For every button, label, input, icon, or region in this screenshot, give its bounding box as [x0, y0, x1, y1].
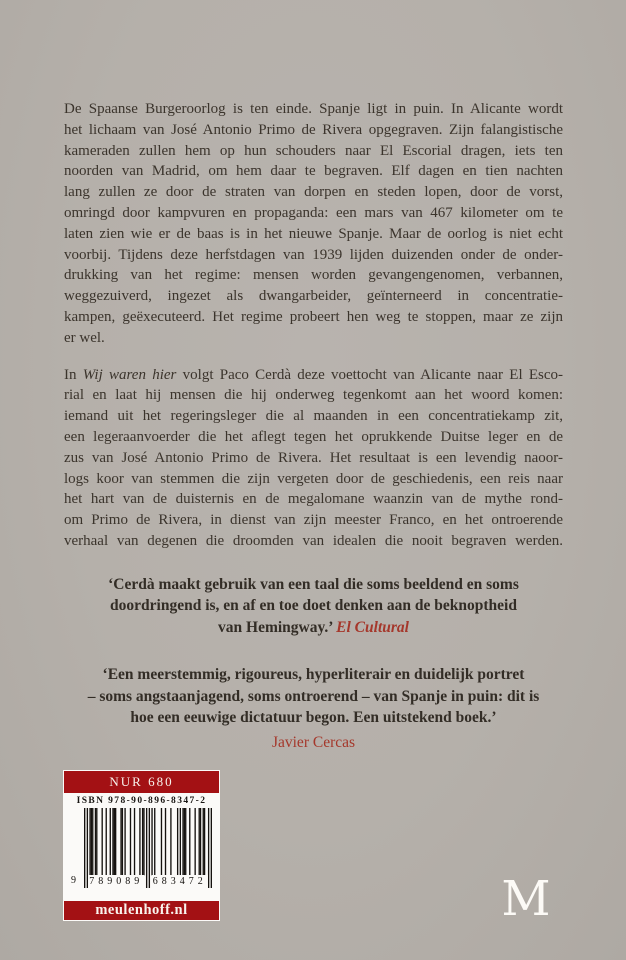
nur-code-bar: NUR 680: [64, 771, 219, 793]
line-text: In: [64, 366, 83, 383]
barcode-digit-left: 9: [71, 875, 76, 886]
back-cover-text: [64, 99, 563, 753]
line-text: volgt Paco Cerdà deze voettocht van Alicante naar El Esco-: [176, 366, 564, 383]
blurb-line: om Primo de Rivera, in dienst van zijn meester Franco, en het ontroerende: [64, 512, 563, 529]
quote-source-el-cultural: El Cultural: [336, 618, 409, 636]
book-title-italic: Wij waren hier: [82, 366, 177, 383]
barcode-digit-group-2: 683472: [152, 876, 207, 887]
barcode-bars: [84, 808, 212, 888]
press-quote-el-cultural: [64, 574, 563, 639]
blurb-line: zus van José Antonio Primo de Rivera. Het resultaat is een levendig naoor-: [64, 449, 563, 466]
blurb-line: er wel.: [64, 329, 105, 346]
quote-line: [64, 617, 563, 639]
blurb-line: laten zien wie er de baas is in het nieuwe Spanje. Maar de oorlog is niet echt: [64, 225, 563, 242]
ean-barcode: [71, 808, 212, 888]
quote-source-javier-cercas: Javier Cercas: [271, 733, 356, 751]
blurb-line: het hart van de duisternis en de megalomane waanzin van de mythe rond-: [64, 491, 563, 508]
quote-line: ‘Cerdà maakt gebruik van een taal die soms beeldend en soms: [108, 575, 519, 593]
isbn-number: ISBN 978-90-896-8347-2: [76, 796, 207, 806]
blurb-line: De Spaanse Burgeroorlog is ten einde. Spanje ligt in puin. In Alicante wordt: [64, 101, 563, 117]
blurb-paragraph-1: [64, 99, 563, 349]
blurb-line: een legeraanvoerder die het aflegt tegen het oprukkende Duitse leger en de: [64, 428, 563, 445]
meulenhoff-m-logo: M: [501, 871, 551, 927]
blurb-line: rial en laat hij mensen die hij onderweg tegenkomt aan het woord komen:: [64, 387, 563, 404]
blurb-line: verhaal van degenen die droomden van idealen die nooit begraven werden.: [64, 532, 563, 549]
blurb-line: drukking van het regime: mensen worden gevangengenomen, verbannen,: [64, 267, 563, 284]
quote-line-text: van Hemingway.’: [218, 618, 337, 636]
blurb-line: lang zullen ze door de straten van dorpen en steden lopen, door de vorst,: [64, 184, 563, 201]
barcode-block: [63, 770, 220, 921]
blurb-line: omringd door kampvuren en propaganda: een mars van 467 kilometer om te: [64, 204, 563, 221]
publisher-url: meulenhoff.nl: [64, 901, 219, 920]
quote-line: – soms angstaanjagend, soms ontroerend – van Spanje in puin: dit is: [87, 687, 540, 705]
quote-line: doordringend is, en af en toe doet denken aan de beknoptheid: [110, 597, 517, 615]
press-quote-javier-cercas: [64, 664, 563, 753]
blurb-line: logs koor van stemmen die zijn vergeten door de geschiedenis, een reis naar: [64, 470, 563, 487]
blurb-line: weggezuiverd, ingezet als dwangarbeider, geïnterneerd in concentratie-: [64, 288, 563, 305]
quote-line: hoe een eeuwige dictatuur begon. Een uitstekend boek.’: [130, 709, 497, 727]
quote-line: ‘Een meerstemmig, rigoureus, hyperliterair en duidelijk portret: [102, 666, 525, 684]
blurb-line: kameraden zullen hem op hun schouders naar El Escorial dragen, iets ten: [64, 142, 563, 159]
blurb-line: kampen, geëxecuteerd. Het regime probeert hen weg te stoppen, maar ze zijn: [64, 308, 563, 325]
blurb-paragraph-2: [64, 365, 563, 552]
blurb-line: [64, 365, 563, 386]
barcode-digit-group-1: 789089: [89, 876, 144, 887]
blurb-line: voorbij. Tijdens deze herfstdagen van 1939 lijden duizenden onder de onder-: [64, 246, 563, 263]
blurb-line: het lichaam van José Antonio Primo de Rivera opgegraven. Zijn falangistische: [64, 121, 563, 138]
blurb-line: iemand uit het regeringsleger die al maanden in een concentratiekamp zit,: [64, 408, 563, 425]
blurb-line: noorden van Madrid, om hem daar te begraven. Elf dagen en tien nachten: [64, 163, 563, 180]
